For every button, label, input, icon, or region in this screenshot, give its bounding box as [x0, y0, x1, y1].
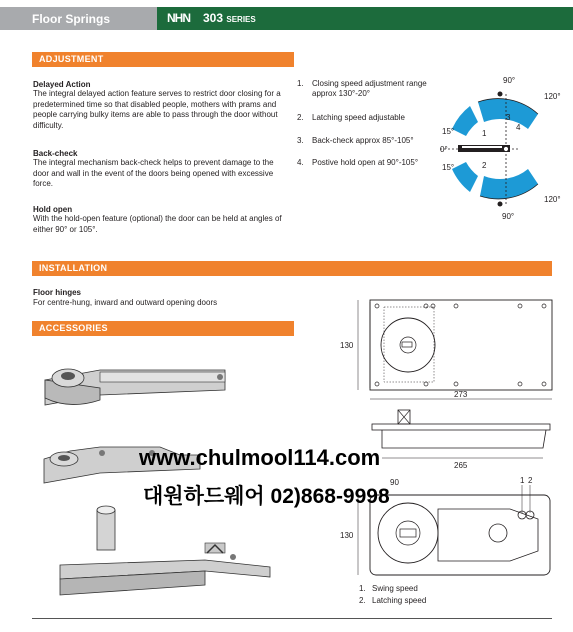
header-series-bar — [157, 7, 573, 30]
adjustment-heading-bar — [32, 52, 294, 67]
floor-spring-side-drawing — [368, 408, 558, 470]
deg120-bottom-label: 120° — [544, 195, 561, 204]
back-check-text: The integral mechanism back-check helps to prevent damage to the door and wall in the event of the doors being opened with excessive force. — [33, 158, 274, 188]
floor-plate-top-drawing — [330, 292, 560, 407]
header-section-tab — [0, 7, 157, 30]
watermark-url: www.chulmool114.com — [139, 445, 381, 470]
dim-273: 273 — [454, 390, 468, 399]
deg15-top-label: 15° — [442, 127, 455, 136]
model-series: SERIES — [226, 15, 256, 24]
accessories-heading: ACCESSORIES — [39, 323, 108, 333]
deg120-top-label: 120° — [544, 92, 561, 101]
model-number: 303 — [203, 11, 224, 25]
watermark-contact: 대원하드웨어 02)868-9998 — [143, 485, 390, 508]
hold-open-title: Hold open — [33, 205, 73, 214]
back-check-title: Back-check — [33, 149, 78, 158]
zone4-label: 4 — [516, 123, 521, 132]
dim-265: 265 — [454, 461, 468, 470]
brand-logo: NHN — [167, 11, 190, 25]
floor-hinges-text: For centre-hung, inward and outward opening doors — [33, 298, 218, 307]
bottom-strap-illustration — [55, 505, 285, 600]
footer-rule — [32, 618, 552, 619]
delayed-action-text: The integral delayed action feature serves to restrict door closing for a predetermined time so that disabled people, mothers with prams and people carrying bulky items are able to pass through the door without difficulty. — [33, 89, 281, 130]
accessories-heading-bar — [32, 321, 294, 336]
adjustment-dial-diagram — [440, 74, 560, 224]
installation-heading: INSTALLATION — [39, 263, 108, 273]
dim-130-top: 130 — [340, 341, 354, 350]
adjustment-heading: ADJUSTMENT — [39, 54, 104, 64]
deg0-label: 0° — [440, 145, 448, 154]
zone2-label: 2 — [482, 161, 487, 170]
plate-screw-holes — [375, 304, 546, 386]
zone3-label: 3 — [506, 113, 511, 122]
top-pivot-illustration — [40, 350, 240, 415]
floor-hinges-title: Floor hinges — [33, 288, 81, 297]
delayed-action-title: Delayed Action — [33, 80, 91, 89]
deg90-top-label: 90° — [503, 76, 516, 85]
header-section-label: Floor Springs — [32, 12, 110, 26]
model-title — [203, 11, 256, 25]
dim-130-bottom: 130 — [340, 531, 354, 540]
callout-2: 2 — [528, 476, 533, 485]
hold-open-text: With the hold-open feature (optional) the door can be held at angles of either 90° or 105°. — [33, 214, 282, 234]
dim-90: 90 — [390, 478, 399, 487]
zone1-label: 1 — [482, 129, 487, 138]
deg90-bottom-label: 90° — [502, 212, 515, 221]
deg15-bottom-label: 15° — [442, 163, 455, 172]
installation-heading-bar — [32, 261, 552, 276]
callout-1: 1 — [520, 476, 525, 485]
